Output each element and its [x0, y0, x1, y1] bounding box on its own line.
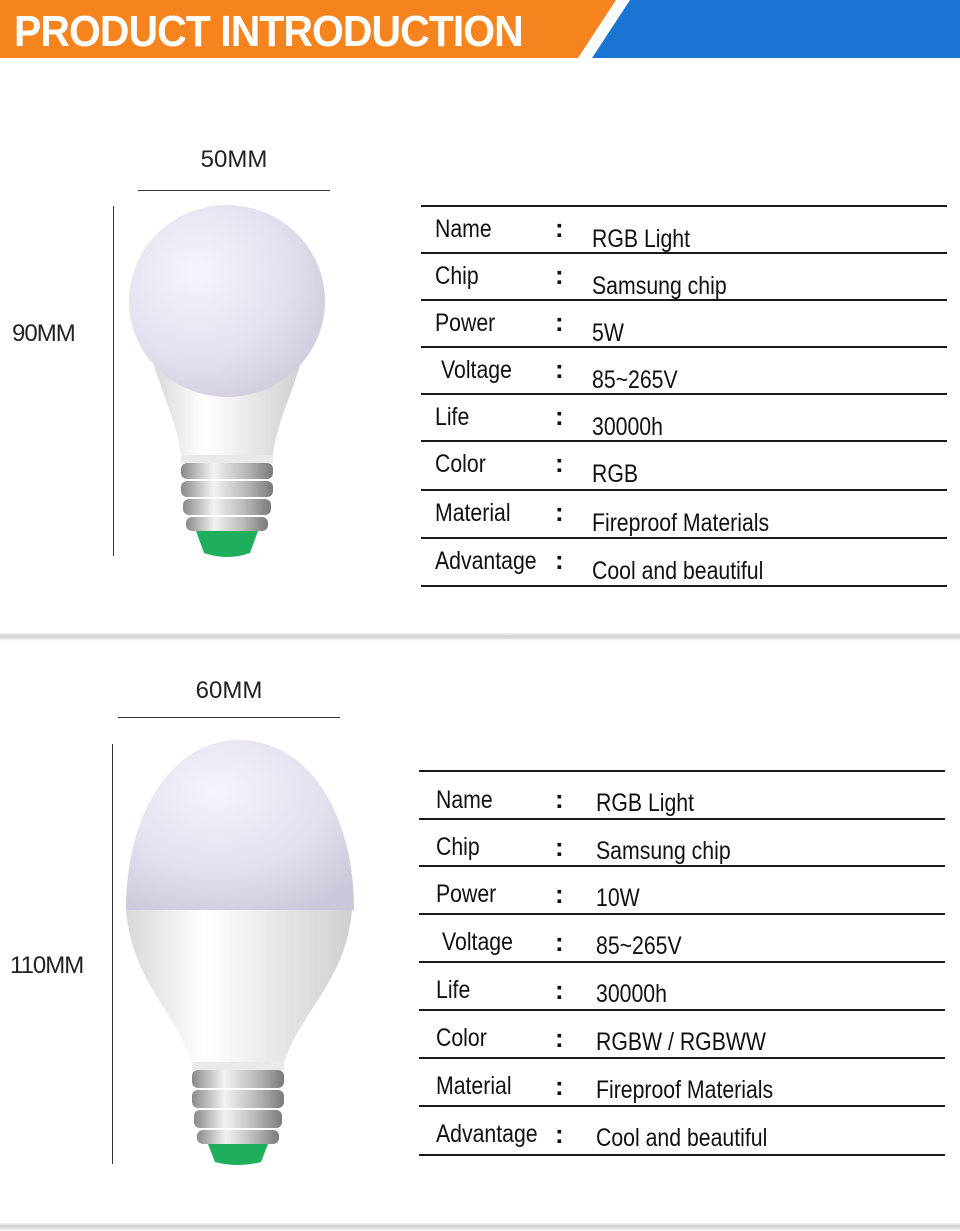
spec-value: Cool and beautiful — [592, 557, 764, 585]
spec-row — [419, 1057, 945, 1106]
height-dimension-line — [113, 206, 114, 556]
spec-value: 30000h — [592, 413, 663, 441]
spec-label: Name — [436, 786, 493, 814]
spec-colon: : — [555, 1071, 564, 1101]
width-dimension-label: 60MM — [195, 677, 263, 704]
spec-row — [419, 1009, 945, 1058]
spec-colon: : — [555, 832, 564, 862]
height-dimension-label: 90MM — [12, 320, 75, 347]
bulb-image — [124, 740, 356, 1166]
spec-colon: : — [555, 879, 564, 909]
spec-row — [419, 818, 945, 866]
spec-colon: : — [555, 497, 564, 527]
spec-label: Name — [435, 215, 492, 243]
spec-label: Advantage — [435, 547, 537, 575]
spec-row — [421, 205, 947, 253]
spec-colon: : — [555, 448, 564, 478]
width-dimension-line — [138, 190, 330, 191]
spec-row — [421, 537, 947, 587]
spec-value: RGB — [592, 460, 639, 488]
spec-colon: : — [555, 975, 564, 1005]
spec-row — [419, 770, 945, 819]
spec-table — [421, 205, 947, 587]
height-dimension-label: 110MM — [10, 952, 84, 979]
spec-row — [419, 1105, 945, 1156]
spec-value: Samsung chip — [592, 272, 727, 300]
bulb-image — [126, 205, 328, 563]
spec-row — [421, 393, 947, 441]
spec-label: Color — [436, 1024, 487, 1052]
spec-colon: : — [555, 927, 564, 957]
spec-label: Life — [436, 976, 471, 1004]
width-dimension-label: 50MM — [200, 146, 268, 173]
spec-label: Material — [435, 499, 511, 527]
spec-row — [421, 346, 947, 394]
spec-row — [421, 252, 947, 300]
spec-label: Voltage — [441, 356, 512, 384]
spec-value: 10W — [596, 884, 640, 912]
spec-label: Voltage — [442, 928, 513, 956]
spec-colon: : — [555, 1023, 564, 1053]
spec-colon: : — [555, 307, 564, 337]
spec-colon: : — [555, 213, 564, 243]
page-title: PRODUCT INTRODUCTION — [14, 7, 523, 56]
spec-row — [419, 913, 945, 962]
spec-row — [419, 961, 945, 1010]
spec-label: Chip — [436, 833, 480, 861]
height-dimension-line — [112, 744, 113, 1164]
spec-label: Material — [436, 1072, 512, 1100]
spec-colon: : — [555, 545, 564, 575]
spec-value: Fireproof Materials — [596, 1076, 774, 1104]
spec-label: Power — [435, 309, 496, 337]
spec-value: 30000h — [596, 980, 667, 1008]
spec-row — [421, 440, 947, 488]
spec-row — [421, 299, 947, 347]
spec-value: RGBW / RGBWW — [596, 1028, 766, 1056]
spec-value: RGB Light — [592, 225, 691, 253]
spec-row — [419, 865, 945, 914]
spec-label: Color — [435, 450, 486, 478]
header-banner — [0, 0, 960, 62]
spec-value: RGB Light — [596, 789, 695, 817]
section-divider — [0, 1223, 960, 1231]
spec-label: Advantage — [436, 1120, 538, 1148]
spec-colon: : — [555, 354, 564, 384]
spec-colon: : — [555, 1119, 564, 1149]
spec-value: 5W — [592, 319, 624, 347]
spec-value: 85~265V — [596, 932, 682, 960]
spec-value: Samsung chip — [596, 837, 731, 865]
spec-row — [421, 489, 947, 537]
spec-table — [419, 770, 945, 1156]
spec-colon: : — [555, 260, 564, 290]
spec-value: 85~265V — [592, 366, 678, 394]
spec-value: Cool and beautiful — [596, 1124, 768, 1152]
spec-colon: : — [555, 401, 564, 431]
section-divider — [0, 633, 960, 641]
spec-label: Chip — [435, 262, 479, 290]
spec-value: Fireproof Materials — [592, 509, 770, 537]
spec-label: Power — [436, 880, 497, 908]
spec-label: Life — [435, 403, 470, 431]
width-dimension-line — [118, 717, 340, 718]
spec-colon: : — [555, 784, 564, 814]
